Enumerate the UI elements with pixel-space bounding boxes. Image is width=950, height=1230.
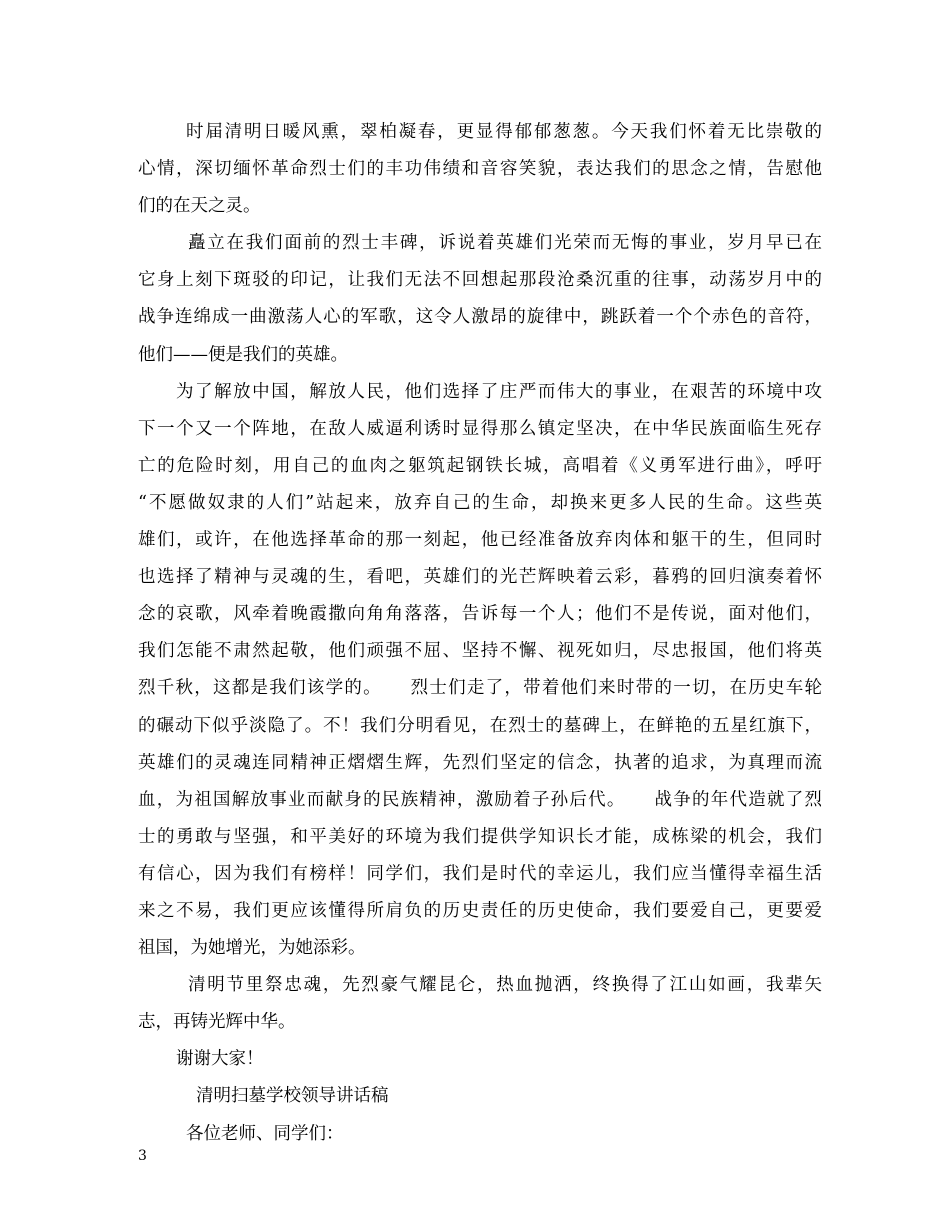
text-line: 为了解放中国，解放人民，他们选择了庄严而伟大的事业，在艰苦的环境中攻 [176, 381, 822, 402]
text-line: 各位老师、同学们： [186, 1123, 344, 1144]
text-line: 们的在天之灵。 [138, 196, 261, 217]
text-line: 战争连绵成一曲激荡人心的军歌，这令人激昂的旋律中，跳跃着一个个赤色的音符， [138, 307, 822, 328]
text-line: 时届清明日暖风熏，翠柏凝春，更显得郁郁葱葱。今天我们怀着无比崇敬的 [186, 122, 822, 142]
text-line: 心情，深切缅怀革命烈士们的丰功伟绩和音容笑貌，表达我们的思念之情，告慰他 [138, 159, 822, 180]
speech-body [138, 114, 822, 1153]
text-line: 念的哀歌，风牵着晚霞撒向角角落落，告诉每一个人；他们不是传说，面对他们， [138, 604, 822, 625]
text-line: 清明节里祭忠魂，先烈豪气耀昆仑，热血抛洒，终换得了江山如画，我辈矢 [188, 975, 822, 996]
text-line: 我们怎能不肃然起敬，他们顽强不屈、坚持不懈、视死如归，尽忠报国，他们将英 [138, 641, 822, 662]
text-line: 英雄们的灵魂连同精神正熠熠生辉，先烈们坚定的信念，执著的追求，为真理而流 [138, 752, 822, 773]
text-line: 有信心，因为我们有榜样！同学们，我们是时代的幸运儿，我们应当懂得幸福生活 [138, 863, 822, 884]
text-line: 血，为祖国解放事业而献身的民族精神，激励着子孙后代。 战争的年代造就了烈 [138, 789, 822, 810]
text-line: 下一个又一个阵地，在敌人威逼利诱时显得那么镇定坚决，在中华民族面临生死存 [138, 418, 822, 439]
text-line: “不愿做奴隶的人们”站起来，放弃自己的生命，却换来更多人民的生命。这些英 [138, 492, 822, 513]
page-number: 3 [138, 1148, 147, 1164]
text-line: 矗立在我们面前的烈士丰碑，诉说着英雄们光荣而无悔的事业，岁月早已在 [188, 233, 822, 254]
text-line: 的碾动下似乎淡隐了。不！我们分明看见，在烈士的墓碑上，在鲜艳的五星红旗下， [138, 715, 822, 736]
text-line: 来之不易，我们更应该懂得所肩负的历史责任的历史使命，我们要爱自己，更要爱 [138, 900, 822, 921]
text-line: 雄们，或许，在他选择革命的那一刻起，他已经准备放弃肉体和躯干的生，但同时 [138, 530, 822, 551]
text-line: 士的勇敢与坚强，和平美好的环境为我们提供学知识长才能，成栋梁的机会，我们 [138, 826, 822, 847]
text-line: 烈千秋，这都是我们该学的。 烈士们走了，带着他们来时带的一切，在历史车轮 [138, 678, 822, 699]
text-line: 他们——便是我们的英雄。 [138, 344, 348, 365]
text-line: 它身上刻下斑驳的印记，让我们无法不回想起那段沧桑沉重的往事，动荡岁月中的 [138, 270, 822, 291]
text-line: 亡的危险时刻，用自己的血肉之躯筑起钢铁长城，高唱着《义勇军进行曲》，呼吁 [138, 455, 822, 476]
text-line: 祖国，为她增光，为她添彩。 [138, 938, 366, 959]
text-line: 谢谢大家！ [176, 1049, 264, 1070]
text-line: 清明扫墓学校领导讲话稿 [196, 1086, 389, 1107]
text-line: 志，再铸光辉中华。 [138, 1012, 296, 1033]
text-line: 也选择了精神与灵魂的生，看吧，英雄们的光芒辉映着云彩，暮鸦的回归演奏着怀 [138, 567, 822, 588]
